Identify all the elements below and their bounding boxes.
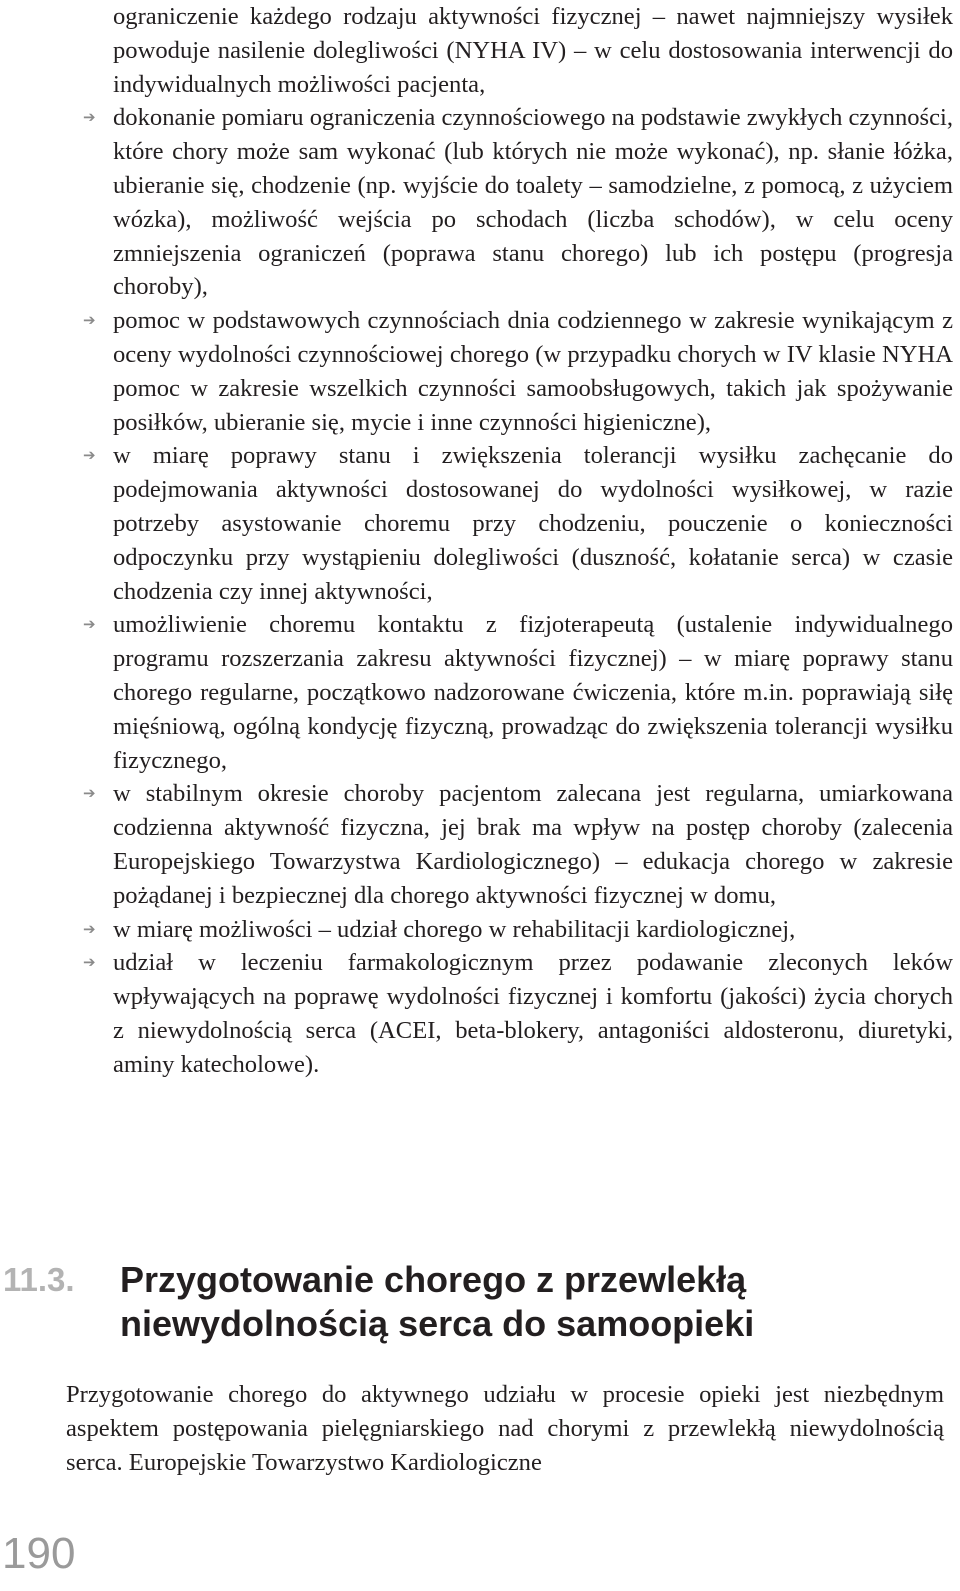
list-item-text: w stabilnym okresie choroby pacjentom zalecana jest regularna, umiarkowana codzienna aktywność fizyczna, jej brak ma wpływ na postęp choroby (zalecenia Europejskiego Towarzystwa Kardiologicznego) – edukacja chorego w zakresie pożądanej i bezpiecznej dla chorego aktywności fizycznej w domu,: [113, 780, 953, 909]
list-item-text: umożliwienie choremu kontaktu z fizjoterapeutą (ustalenie indywidualnego programu rozszerzania zakresu aktywności fizycznej) – w miarę poprawy stanu chorego regularne, początkowo nadzorowane ćwiczenia, które m.in. poprawiają siłę mięśniową, ogólną kondycję fizyczną, prowadząc do zwiększenia tolerancji wysiłku fizycznego,: [113, 611, 953, 774]
arrow-bullet-icon: ➔: [83, 446, 96, 465]
section-number: 11.3.: [3, 1261, 75, 1298]
section-title-line: Przygotowanie chorego z przewlekłą: [120, 1259, 747, 1300]
list-item: [83, 0, 953, 101]
list-item: [83, 101, 953, 304]
list-item-text: udział w leczeniu farmakologicznym przez podawanie zleconych leków wpływających na poprawę wydolności fizycznej i komfortu (jakości) życia chorych z niewydolnością serca (ACEI, beta-blokery, antagoniści aldosteronu, diuretyki, aminy katecholowe).: [113, 949, 953, 1078]
body-paragraph: Przygotowanie chorego do aktywnego udziału w procesie opieki jest niezbędnym aspektem postępowania pielęgniarskiego nad chorymi z przewlekłą niewydolnością serca. Europejskie Towarzystwo Kardiologiczne: [66, 1381, 944, 1476]
list-item: [83, 777, 953, 912]
list-item: [83, 304, 953, 439]
bullet-list: [83, 0, 953, 1082]
list-item-text: w miarę poprawy stanu i zwiększenia tolerancji wysiłku zachęcanie do podejmowania aktywności dostosowanej do wydolności wysiłkowej, w razie potrzeby asystowanie choremu przy chodzeniu, pouczenie o konieczności odpoczynku przy wystąpieniu dolegliwości (duszność, kołatanie serca) w czasie chodzenia czy innej aktywności,: [113, 442, 953, 605]
list-item-text: w miarę możliwości – udział chorego w rehabilitacji kardiologicznej,: [113, 915, 796, 943]
page-number: 190: [2, 1529, 76, 1578]
list-item: [83, 608, 953, 777]
list-item-text: ograniczenie każdego rodzaju aktywności fizycznej – nawet najmniejszy wysiłek powoduje nasilenie dolegliwości (NYHA IV) – w celu dostosowania interwencji do indywidualnych możliwości pacjenta,: [113, 3, 953, 98]
list-item: [83, 439, 953, 608]
list-item-text: dokonanie pomiaru ograniczenia czynnościowego na podstawie zwykłych czynności, które chory może sam wykonać (lub których nie może wykonać), np. słanie łóżka, ubieranie się, chodzenie (np. wyjście do toalety – samodzielne, z pomocą, z użyciem wózka), możliwość wejścia po schodach (liczba schodów), w celu oceny zmniejszenia ograniczeń (poprawa stanu chorego) lub ich postępu (progresja choroby),: [113, 104, 954, 301]
section-title: [120, 1258, 920, 1346]
list-item: [83, 913, 953, 947]
arrow-bullet-icon: ➔: [83, 953, 96, 972]
section-title-line: niewydolnością serca do samoopieki: [120, 1303, 755, 1344]
arrow-bullet-icon: ➔: [83, 784, 96, 803]
arrow-bullet-icon: ➔: [83, 615, 96, 634]
arrow-bullet-icon: ➔: [83, 919, 96, 938]
arrow-bullet-icon: ➔: [83, 108, 96, 127]
list-item-text: pomoc w podstawowych czynnościach dnia codziennego w zakresie wynikającym z oceny wydolności czynnościowej chorego (w przypadku chorych w IV klasie NYHA pomoc w zakresie wszelkich czynności samoobsługowych, takich jak spożywanie posiłków, ubieranie się, mycie i inne czynności higieniczne),: [113, 307, 953, 436]
list-item: [83, 946, 953, 1081]
arrow-bullet-icon: ➔: [83, 311, 96, 330]
